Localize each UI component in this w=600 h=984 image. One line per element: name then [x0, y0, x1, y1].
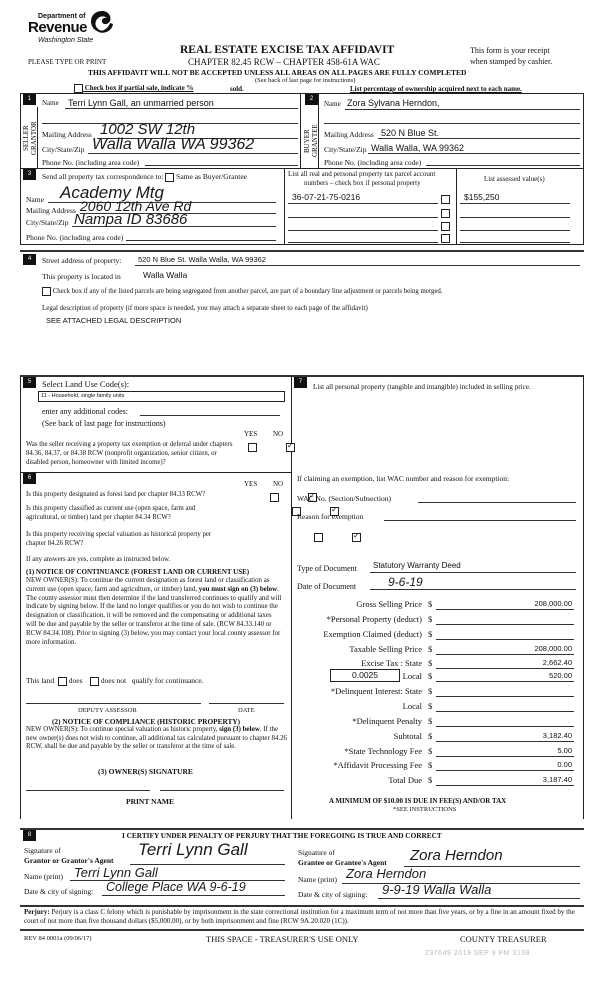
- buyer-city-field[interactable]: Walla Walla, WA 99362: [371, 143, 465, 153]
- treasurer-space: THIS SPACE - TREASURER'S USE ONLY: [206, 934, 359, 944]
- seller-phone-label: Phone No. (including area code): [42, 158, 140, 167]
- grantee-name-label: Name (print): [298, 875, 337, 884]
- buyer-mailing-line: [378, 138, 580, 139]
- parcel-row: [288, 192, 582, 204]
- same-as-buyer-checkbox[interactable]: [165, 173, 174, 182]
- buyer-label: BUYER: [303, 129, 311, 153]
- corr-phone-label: Phone No. (including area code): [26, 233, 124, 242]
- calc-label: Gross Selling Price: [356, 599, 422, 609]
- calc-row-gross: [300, 599, 580, 615]
- street-field[interactable]: 520 N Blue St. Walla Walla, WA 99362: [138, 255, 266, 264]
- located-label: This property is located in: [42, 272, 121, 281]
- no-header-5: NO: [273, 430, 284, 438]
- yes-header-5: YES: [244, 430, 258, 438]
- exemption-claim-label: If claiming an exemption, list WAC number and reason for exemption:: [297, 474, 510, 483]
- this-land-label: This land: [26, 676, 55, 685]
- perjury-notice: [24, 908, 584, 926]
- seller-mailing-field[interactable]: 1002 SW 12th: [100, 121, 196, 138]
- grantor-sig-label-1: Signature of: [24, 846, 61, 855]
- exemption-yes-checkbox[interactable]: [248, 443, 257, 452]
- currency-sign: $: [428, 629, 433, 639]
- section-8-badge: 8: [23, 830, 36, 841]
- calc-label: Total Due: [388, 775, 422, 785]
- calc-label: Excise Tax : State: [361, 658, 422, 668]
- buyer-name-line-2: [324, 123, 580, 124]
- parcel-row: [288, 206, 582, 218]
- date-line: [209, 703, 284, 704]
- currency-sign: $: [428, 658, 433, 668]
- assessed-line: [460, 203, 570, 204]
- segregated-row: [42, 287, 443, 296]
- buyer-mailing-label: Mailing Address: [324, 130, 374, 139]
- certification-statement: I CERTIFY UNDER PENALTY OF PERJURY THAT THE FOREGOING IS TRUE AND CORRECT: [122, 831, 442, 840]
- buyer-phone-label: Phone No. (including area code): [324, 158, 422, 167]
- grantor-date-line: [102, 895, 285, 896]
- instructions-note: (See back of last page for instructions): [255, 77, 356, 84]
- currency-sign: $: [428, 644, 433, 654]
- partial-sale-checkbox[interactable]: [74, 84, 83, 93]
- calc-label: Subtotal: [393, 731, 422, 741]
- calc-row-total: [300, 775, 580, 791]
- partial-sale-row: [74, 84, 193, 93]
- does-not-label: does not: [100, 676, 127, 685]
- parcel-line: [288, 217, 438, 218]
- reason-line: [384, 520, 576, 521]
- section-4-top-rule: [20, 250, 584, 252]
- parcel-row: [288, 219, 582, 231]
- grantor-signature[interactable]: Terri Lynn Gall: [138, 840, 248, 859]
- perjury-text: Perjury is a class C felony which is punishable by imprisonment in the state correctional institution for a maximum term of not more than five years, or by a fine in an amount fixed by the court of not more than five thousand dollars ($5,000.00), or by both imprisonment and fine (RCW 9A.20.020 (1C)).: [24, 908, 575, 925]
- additional-codes-label: enter any additional codes:: [42, 407, 128, 416]
- wac-label: WAC No. (Section/Subsection): [297, 494, 391, 503]
- exemption-no-checkbox[interactable]: [286, 443, 295, 452]
- calc-row-local-tax: [300, 671, 580, 687]
- corr-city-label: City/State/Zip: [26, 218, 69, 227]
- calc-row-exemption: [300, 629, 580, 645]
- does-label: does: [68, 676, 83, 685]
- calc-row-processing-fee: [300, 760, 580, 776]
- buyer-city-label: City/State/Zip: [324, 145, 367, 154]
- date-label: DATE: [238, 707, 255, 714]
- if-yes-note: If any answers are yes, complete as instructed below.: [26, 556, 171, 563]
- buyer-name-line: [345, 109, 580, 110]
- notice-1-title: (1) NOTICE OF CONTINUANCE (FOREST LAND OR CURRENT USE): [26, 568, 250, 576]
- seller-mailing-label: Mailing Address: [42, 130, 92, 139]
- currency-sign: $: [428, 731, 433, 741]
- calc-value[interactable]: 5.00: [436, 746, 574, 757]
- notice-1-body-a: NEW OWNER(S): To continue the current designation as forest land or classification as current use (open space, farm and agriculture, or timber) land,: [26, 577, 270, 593]
- doc-date-line: [370, 589, 576, 590]
- reason-label: Reason for exemption: [297, 512, 364, 521]
- currency-sign: $: [428, 599, 433, 609]
- print-name-label: PRINT NAME: [126, 797, 174, 806]
- parcel-row: [288, 231, 582, 243]
- section-3-badge: 3: [23, 169, 36, 180]
- seller-name-line: [65, 108, 298, 109]
- corr-name-label: Name: [26, 195, 44, 204]
- calc-label: *Delinquent Interest: State: [330, 686, 422, 696]
- divider-v-parcels: [284, 168, 285, 245]
- calc-row-penalty: [300, 716, 580, 732]
- does-not-qualify-checkbox[interactable]: [90, 677, 99, 686]
- currency-sign: $: [428, 746, 433, 756]
- seller-city-label: City/State/Zip: [42, 145, 85, 154]
- calc-label: *Affidavit Processing Fee: [333, 760, 422, 770]
- currency-sign: $: [428, 614, 433, 624]
- corr-name-field[interactable]: Academy Mtg: [60, 183, 164, 202]
- parcels-header-2: numbers – check box if personal property: [304, 179, 421, 187]
- calc-label: Local: [402, 671, 422, 681]
- section-7-badge: 7: [294, 377, 307, 388]
- located-field[interactable]: Walla Walla: [143, 270, 188, 280]
- seller-label: SELLER: [22, 125, 30, 151]
- legal-label: Legal description of property (if more space is needed, you may attach a separate sheet to each page of the affidavit): [42, 304, 368, 312]
- corr-city-field[interactable]: Nampa ID 83686: [74, 211, 188, 228]
- grantee-sig-label-1: Signature of: [298, 848, 335, 857]
- owner-signature-heading: (3) OWNER(S) SIGNATURE: [98, 767, 193, 776]
- ownership-note: List percentage of ownership acquired next to each name.: [350, 85, 522, 93]
- receipt-note-2: when stamped by cashier.: [470, 57, 553, 66]
- qualify-label: qualify for continuance.: [131, 676, 204, 685]
- calc-row-subtotal: [300, 731, 580, 747]
- land-use-select[interactable]: [38, 391, 285, 402]
- calc-value[interactable]: [436, 716, 574, 727]
- grantee-date-label: Date & city of signing:: [298, 890, 368, 899]
- receipt-note-1: This form is your receipt: [470, 46, 550, 55]
- left-border: [20, 376, 21, 819]
- personal-property-checkbox[interactable]: [441, 209, 450, 218]
- forest-yes-checkbox[interactable]: [270, 493, 279, 502]
- calc-value[interactable]: [436, 629, 574, 640]
- corr-mailing-label: Mailing Address: [26, 206, 76, 215]
- doc-date-label: Date of Document: [297, 582, 357, 591]
- wac-line: [418, 502, 576, 503]
- buyer-name-field[interactable]: Zora Sylvana Herndon,: [347, 98, 440, 108]
- calc-row-delinq-state: [300, 686, 580, 702]
- buyer-mailing-field[interactable]: 520 N Blue St.: [381, 128, 440, 138]
- section-8-top-rule: [20, 828, 584, 830]
- doc-date-field[interactable]: 9-6-19: [388, 575, 423, 589]
- section-6-top-rule: [20, 472, 291, 473]
- chapter-text: CHAPTER 82.45 RCW – CHAPTER 458-61A WAC: [188, 57, 380, 67]
- historic-yes-checkbox[interactable]: [314, 533, 323, 542]
- street-line: [135, 265, 580, 266]
- parcels-header-1: List all real and personal property tax parcel account: [288, 170, 436, 178]
- buyer-side-label: [303, 118, 319, 164]
- see-instructions-note: *SEE INSTRUCTIONS: [393, 806, 457, 813]
- calc-value[interactable]: [436, 686, 574, 697]
- historic-no-checkbox[interactable]: [352, 533, 361, 542]
- notice-2-body: [26, 726, 288, 752]
- calc-label: Local: [402, 701, 422, 711]
- grantee-sig-label-2: Grantee or Grantee's Agent: [298, 858, 387, 867]
- grantee-date-line: [378, 898, 580, 899]
- seller-name-field[interactable]: Terri Lynn Gall, an unmarried person: [68, 98, 214, 108]
- notice-1-bold: you must sign on (3) below: [198, 585, 278, 593]
- grantor-sig-label-2: Grantor or Grantor's Agent: [24, 856, 114, 865]
- street-label: Street address of property:: [42, 256, 122, 265]
- section-2-badge: 2: [305, 94, 318, 105]
- section-5-badge: 5: [23, 377, 36, 388]
- agency-line3: Washington State: [38, 37, 94, 44]
- calc-value[interactable]: 3,187.40: [436, 775, 574, 786]
- does-qualify-checkbox[interactable]: [58, 677, 67, 686]
- correspondence-row: [42, 172, 247, 182]
- form-title: REAL ESTATE EXCISE TAX AFFIDAVIT: [180, 44, 395, 56]
- land-use-label: Select Land Use Code(s):: [42, 379, 130, 389]
- deputy-line: [26, 703, 201, 704]
- parcel-number[interactable]: 36-07-21-75-0216: [292, 192, 361, 202]
- seller-name-label: Name: [42, 99, 59, 107]
- personal-property-label: List all personal property (tangible and intangible) included in selling price.: [313, 383, 531, 391]
- grantee-label: GRANTEE: [311, 124, 319, 158]
- currency-sign: $: [428, 775, 433, 785]
- currency-sign: $: [428, 701, 433, 711]
- footer-rule: [20, 929, 584, 931]
- divider-h-1: [20, 168, 584, 169]
- assessed-line: [460, 217, 570, 218]
- personal-property-checkbox[interactable]: [441, 222, 450, 231]
- calc-value[interactable]: 3,182.40: [436, 731, 574, 742]
- agency-line1: Department of: [38, 13, 86, 20]
- calc-value[interactable]: 208,000.00: [436, 644, 574, 655]
- calc-label: *Personal Property (deduct): [326, 614, 422, 624]
- land-use-selected: 11 - Household, single family units: [41, 393, 125, 399]
- grantee-name-print[interactable]: Zora Herndon: [346, 866, 427, 881]
- section-6-badge: 6: [23, 473, 36, 484]
- grantee-sig-line: [404, 866, 580, 867]
- calc-label: Taxable Selling Price: [349, 644, 422, 654]
- completion-warning: THIS AFFIDAVIT WILL NOT BE ACCEPTED UNLESS ALL AREAS ON ALL PAGES ARE FULLY COMPLETED: [88, 68, 467, 77]
- notice-2-bold: sign (3) below: [219, 726, 260, 733]
- calc-value[interactable]: 208,000.00: [436, 599, 574, 610]
- receipt-stamp: 237649 2019 SEP 9 PM 3138: [425, 950, 531, 957]
- buyer-name-label: Name: [324, 100, 341, 108]
- calc-value[interactable]: 0.00: [436, 760, 574, 771]
- segregated-label: Check box if any of the listed parcels are being segregated from another parcel, are part of a boundary line adjustment or parcels being merged.: [52, 288, 443, 296]
- no-header-6: NO: [273, 480, 284, 488]
- legal-field[interactable]: SEE ATTACHED LEGAL DESCRIPTION: [46, 316, 182, 325]
- grantor-name-label: Name (print): [24, 872, 63, 881]
- calc-value[interactable]: 520.00: [436, 671, 574, 682]
- perjury-bold: Perjury:: [24, 908, 50, 916]
- seller-city-field[interactable]: Walla Walla WA 99362: [92, 136, 255, 153]
- current-use-question: Is this property classified as current use (open space, farm and agricultural, or timber) land per chapter 84.34 RCW?: [26, 505, 196, 521]
- currency-sign: $: [428, 686, 433, 696]
- swirl-logo-icon: [88, 9, 116, 35]
- personal-property-checkbox[interactable]: [441, 195, 450, 204]
- buyer-phone-line: [426, 165, 580, 166]
- right-border: [583, 376, 584, 819]
- seller-side-label: [22, 112, 38, 164]
- owner-sig-line-1: [26, 790, 150, 791]
- grantor-name-print[interactable]: Terri Lynn Gall: [74, 865, 158, 880]
- historic-question: Is this property receiving special valuation as historical property per chapter 84.26 RCW?: [26, 531, 212, 547]
- assessed-line: [460, 242, 570, 243]
- corr-mailing-field[interactable]: 2060 12th Ave Rd: [80, 198, 192, 214]
- calc-label: *Delinquent Penalty: [352, 716, 422, 726]
- county-treasurer: COUNTY TREASURER: [460, 934, 547, 944]
- notice-2-body-a: NEW OWNER(S): To continue special valuation as historic property,: [26, 726, 220, 733]
- form-number: REV 84 0001a (09/06/17): [24, 935, 92, 942]
- doc-type-line: [370, 572, 576, 573]
- grantee-signature[interactable]: Zora Herndon: [410, 847, 503, 864]
- doc-type-label: Type of Document: [297, 564, 357, 573]
- personal-property-checkbox[interactable]: [441, 234, 450, 243]
- notice-1-body-b: . The county assessor must then determine if the land transferred continues to qualify and will indicate by signing below. If the land no longer qualifies or you do not wish to continue the designation or classification, it will be removed and the compensating or additional taxes will be due and payable by the seller or transferor at the time of sale. (RCW 84.33.140 or RCW 84.34.108). Prior to signing (3) below, you may contact your local county assessor for more information.: [26, 585, 282, 646]
- segregated-checkbox[interactable]: [42, 287, 51, 296]
- currency-sign: $: [428, 671, 433, 681]
- notice-2-title: (2) NOTICE OF COMPLIANCE (HISTORIC PROPERTY): [52, 717, 241, 726]
- parcel-line: [288, 242, 438, 243]
- yes-header-6: YES: [244, 480, 258, 488]
- please-type: PLEASE TYPE OR PRINT: [28, 58, 107, 66]
- currency-sign: $: [428, 760, 433, 770]
- notice-1-body: [26, 577, 282, 647]
- calc-row-delinq-local: [300, 701, 580, 717]
- notice-2-body-b: . If the new owner(s) does not wish to continue, all additional tax calculated pursuant to chapter 84.26 RCW, shall be due and payable by the seller or transferor at the time of sale.: [26, 726, 288, 750]
- additional-codes-line: [140, 415, 280, 416]
- parcel-line: [288, 203, 438, 204]
- grantor-label: GRANTOR: [30, 121, 38, 155]
- perjury-top-rule: [20, 905, 584, 907]
- minimum-fee-note: A MINIMUM OF $10.00 IS DUE IN FEE(S) AND/OR TAX: [329, 797, 507, 805]
- calc-value[interactable]: 2,662.40: [436, 658, 574, 669]
- calc-row-personal: [300, 614, 580, 630]
- agency-line2: Revenue: [28, 19, 88, 36]
- same-as-buyer-label: Same as Buyer/Grantee: [176, 172, 247, 181]
- assessed-value[interactable]: $155,250: [464, 192, 500, 202]
- calc-label: *State Technology Fee: [344, 746, 422, 756]
- owner-sig-line-2: [160, 790, 284, 791]
- section-4-badge: 4: [23, 254, 36, 265]
- calc-label: Exemption Claimed (deduct): [323, 629, 422, 639]
- grantor-date-label: Date & city of signing:: [24, 887, 94, 896]
- forest-land-question: Is this property designated as forest land per chapter 84.33 RCW?: [26, 491, 206, 498]
- deputy-label: DEPUTY ASSESSOR: [78, 707, 137, 714]
- correspondence-label: Send all property tax correspondence to:: [42, 172, 164, 181]
- calc-value[interactable]: [436, 614, 574, 625]
- corr-phone-line: [126, 240, 276, 241]
- local-rate-value: 0.0025: [352, 670, 378, 680]
- exemption-question: Was the seller receiving a property tax exemption or deferral under chapters 84.36, 84.37, or 84.38 RCW (nonprofit organization, senior citizen, or disabled person, homeowner with limited income)?: [26, 441, 233, 466]
- section-1-badge: 1: [23, 94, 36, 105]
- seller-phone-line: [145, 165, 298, 166]
- partial-sold: sold.: [230, 85, 244, 93]
- divider-v-mid: [300, 93, 301, 168]
- currency-sign: $: [428, 716, 433, 726]
- grantee-date-city[interactable]: 9-9-19 Walla Walla: [382, 882, 492, 897]
- continuance-row: [26, 676, 204, 686]
- doc-type-field[interactable]: Statutory Warranty Deed: [373, 561, 461, 570]
- buyer-city-line: [368, 153, 580, 154]
- agency-logo: [30, 8, 120, 48]
- land-use-see-back: (See back of last page for instructions): [42, 419, 166, 428]
- assessed-header: List assessed value(s): [484, 175, 545, 183]
- grantor-date-city[interactable]: College Place WA 9-6-19: [106, 880, 246, 894]
- calc-value[interactable]: [436, 701, 574, 712]
- partial-sale-label: Check box if partial sale, indicate %: [84, 84, 194, 93]
